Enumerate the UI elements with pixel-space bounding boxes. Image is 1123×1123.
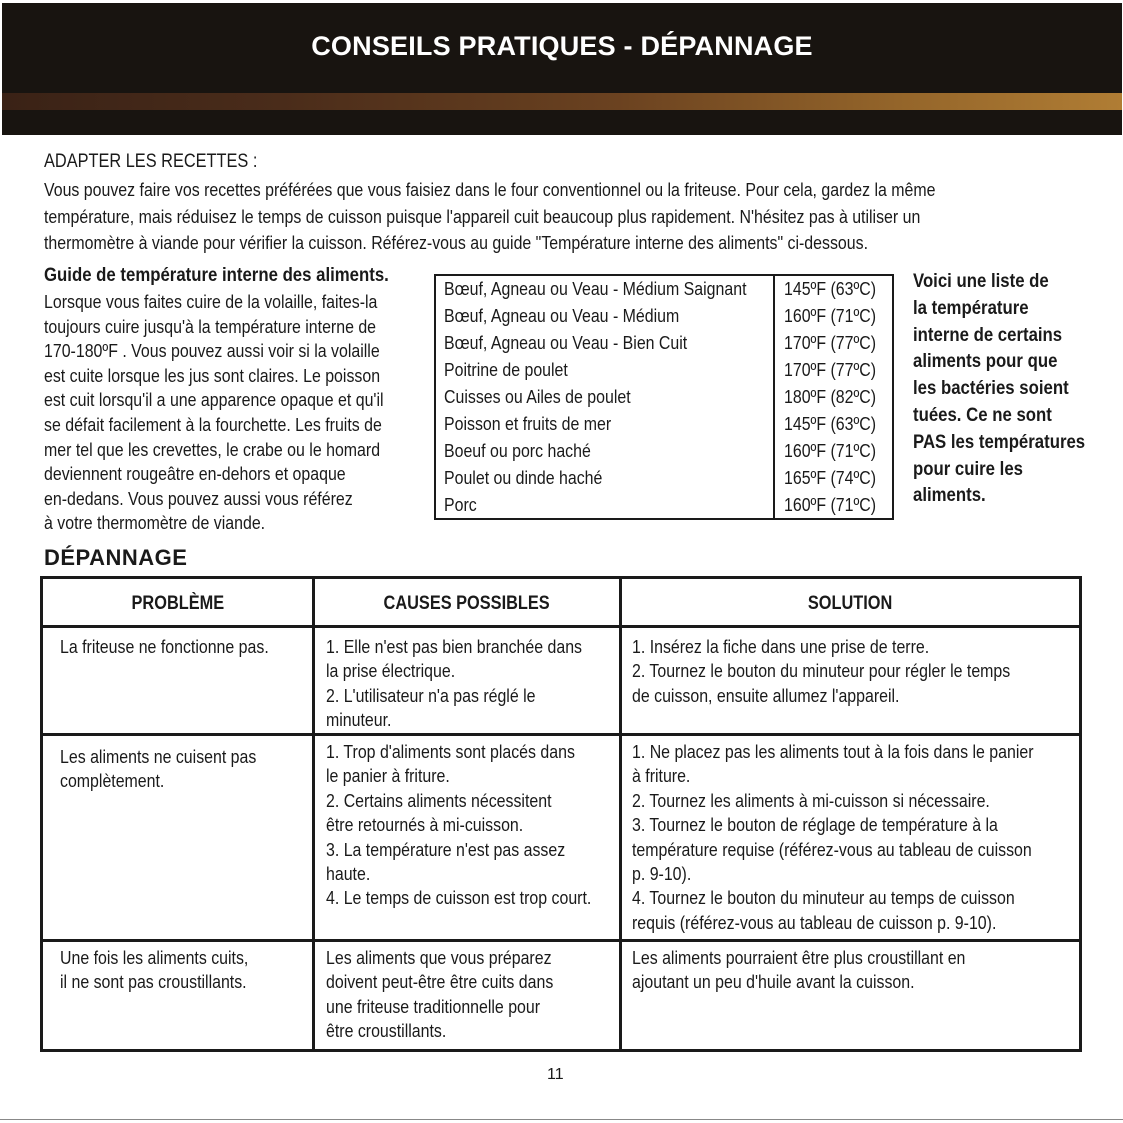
problem-cell [60,745,256,794]
paragraph-line: Lorsque vous faites cuire de la volaille, faites-la [44,291,378,312]
column-divider [619,579,622,1049]
cell-line: 2. Tournez les aliments à mi-cuisson si nécessaire. [632,789,990,811]
food-name: Bœuf, Agneau ou Veau - Médium [444,305,680,326]
note-line: interne de certains [913,323,1063,346]
cell-line: à friture. [632,765,691,787]
cell-line: 4. Le temps de cuisson est trop court. [326,887,592,909]
problem-cell [60,946,248,995]
solution-cell [632,635,1010,708]
cell-line: la prise électrique. [326,660,456,682]
cell-line: une friteuse traditionnelle pour [326,995,541,1017]
header-band [2,93,1122,110]
temperature-note [913,268,1085,509]
cell-line: Les aliments pourraient être plus croustillant en [632,947,966,968]
cell-line: 2. Tournez le bouton du minuteur pour régler le temps [632,660,1011,682]
cell-line: complètement. [60,770,165,792]
paragraph-line: est cuit lorsqu'il a une apparence opaque et qu'il [44,389,384,411]
cell-line: ajoutant un peu d'huile avant la cuisson. [632,971,915,993]
cell-line: 3. Tournez le bouton de réglage de température à la [632,814,998,836]
header-cell [43,593,312,615]
food-temperature: 145ºF (63ºC) [784,278,877,299]
causes-cell [326,740,591,911]
header-cell [315,593,619,615]
table-row [436,465,892,492]
table-row [436,411,892,438]
food-name: Bœuf, Agneau ou Veau - Bien Cuit [444,332,688,353]
note-line: aliments pour que [913,350,1058,373]
note-line: pour cuire les [913,457,1023,480]
troubleshooting-table [40,576,1082,1052]
food-name: Poitrine de poulet [444,359,568,380]
cell-line: 2. Certains aliments nécessitent [326,789,552,811]
cell-line: 1. Insérez la fiche dans une prise de terre. [632,636,930,657]
row-divider [43,939,1079,942]
food-temperature: 180ºF (82ºC) [784,386,877,407]
bottom-rule [0,1119,1123,1120]
paragraph-line: en-dedans. Vous pouvez aussi vous référez [44,487,353,509]
food-name: Poulet ou dinde haché [444,467,603,488]
food-temperature: 160ºF (71ºC) [784,494,877,515]
causes-cell [326,946,553,1044]
cell-line: 2. L'utilisateur n'a pas réglé le [326,684,536,706]
cell-line: haute. [326,863,371,885]
paragraph-line: mer tel que les crevettes, le crabe ou le homard [44,438,381,460]
row-divider [43,733,1079,736]
note-line: Voici une liste de [913,270,1049,292]
header-causes: CAUSES POSSIBLES [383,593,551,614]
cell-line: p. 9-10). [632,863,692,885]
temperature-guide-paragraph [44,290,384,536]
paragraph-line: thermomètre à viande pour vérifier la cuisson. Référez-vous au guide "Température interne des aliments" ci-dessous. [44,232,868,253]
solution-cell [632,740,1034,935]
row-divider [43,625,1079,628]
food-temperature: 170ºF (77ºC) [784,332,877,353]
cell-line: le panier à friture. [326,765,450,787]
table-row [436,357,892,384]
causes-cell [326,635,582,733]
cell-line: température requise (référez-vous au tableau de cuisson [632,838,1032,860]
paragraph-line: toujours cuire jusqu'à la température interne de [44,315,377,337]
food-name: Poisson et fruits de mer [444,413,612,434]
cell-line: être retournés à mi-cuisson. [326,814,524,836]
cell-line: être croustillants. [326,1020,447,1042]
note-line: la température [913,296,1029,319]
temperature-guide-title: Guide de température interne des aliments. [44,264,389,286]
food-temperature: 160ºF (71ºC) [784,305,877,326]
problem-cell [60,635,269,659]
cell-line: Les aliments ne cuisent pas [60,746,257,767]
troubleshooting-title: DÉPANNAGE [44,545,188,570]
page-title: CONSEILS PRATIQUES - DÉPANNAGE [311,31,813,61]
table-row [436,303,892,330]
cell-line: 1. Elle n'est pas bien branchée dans [326,636,583,657]
table-row [436,492,892,519]
cell-line: Les aliments que vous préparez [326,947,552,968]
table-row [436,384,892,411]
paragraph-line: température, mais réduisez le temps de cuisson puisque l'appareil cuit beaucoup plus rapidement. N'hésitez pas à utiliser un [44,205,921,227]
adapt-recipes-paragraph [44,177,935,257]
paragraph-line: deviennent rougeâtre en-dehors et opaque [44,463,346,485]
note-line: aliments. [913,484,986,507]
cell-line: de cuisson, ensuite allumez l'appareil. [632,684,900,706]
food-temperature: 160ºF (71ºC) [784,440,877,461]
column-divider [312,579,315,1049]
paragraph-line: à votre thermomètre de viande. [44,512,266,534]
cell-line: La friteuse ne fonctionne pas. [60,636,269,657]
solution-cell [632,946,965,995]
food-name: Porc [444,494,477,515]
cell-line: doivent peut-être être cuits dans [326,971,554,993]
header-solution: SOLUTION [808,593,893,614]
page-number: 11 [547,1066,564,1083]
table-row [436,438,892,465]
note-line: PAS les températures [913,430,1086,453]
page-header [2,3,1122,135]
cell-line: 4. Tournez le bouton du minuteur au temps de cuisson [632,887,1015,909]
cell-line: il ne sont pas croustillants. [60,971,247,993]
temperature-table [434,274,894,520]
cell-line: 3. La température n'est pas assez [326,838,566,860]
header-cell [622,593,1079,615]
cell-line: requis (référez-vous au tableau de cuisson p. 9-10). [632,911,997,933]
food-temperature: 170ºF (77ºC) [784,359,877,380]
cell-line: Une fois les aliments cuits, [60,947,249,968]
food-name: Cuisses ou Ailes de poulet [444,386,631,407]
header-problem: PROBLÈME [131,593,224,614]
note-line: les bactéries soient [913,377,1069,400]
paragraph-line: Vous pouvez faire vos recettes préférées que vous faisiez dans le four conventionnel ou la friteuse. Pour cela, gardez la même [44,179,936,200]
table-row [436,330,892,357]
paragraph-line: se défait facilement à la fourchette. Les fruits de [44,413,382,435]
table-row [436,276,892,303]
food-name: Boeuf ou porc haché [444,440,591,461]
food-temperature: 145ºF (63ºC) [784,413,877,434]
adapt-recipes-title: ADAPTER LES RECETTES : [44,151,258,172]
cell-line: minuteur. [326,709,392,731]
food-name: Bœuf, Agneau ou Veau - Médium Saignant [444,278,747,299]
note-line: tuées. Ce ne sont [913,403,1052,426]
cell-line: 1. Ne placez pas les aliments tout à la fois dans le panier [632,741,1034,762]
paragraph-line: 170-180ºF . Vous pouvez aussi voir si la volaille [44,340,380,362]
cell-line: 1. Trop d'aliments sont placés dans [326,741,575,762]
food-temperature: 165ºF (74ºC) [784,467,877,488]
paragraph-line: est cuite lorsque les jus sont claires. Le poisson [44,364,381,386]
